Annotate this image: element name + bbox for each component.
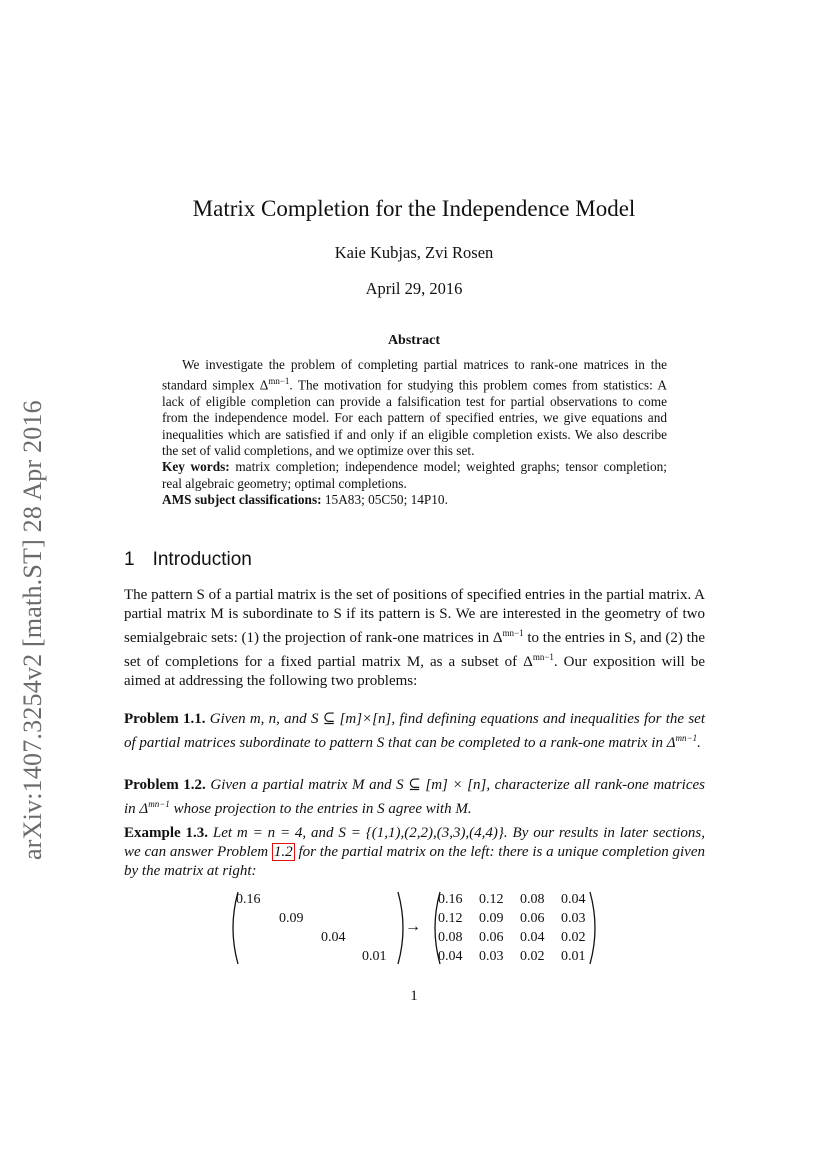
ams-classifications: AMS subject classifications: 15A83; 05C50; 14P10.: [162, 491, 448, 507]
problem-1-1: Problem 1.1. Given m, n, and S ⊆ [m]×[n], find defining equations and inequalities for the set of partial matrices subordinate to pattern S that can be completed to a rank-one matrix in $\Delta^{mn-1}$.: [124, 711, 705, 751]
complete-matrix-entry: 0.09: [479, 911, 504, 926]
complete-matrix-entry: 0.04: [520, 930, 545, 945]
complete-matrix-entry: 0.08: [520, 892, 545, 907]
abstract-heading: Abstract: [387, 333, 441, 348]
complete-matrix-entry: 0.04: [438, 949, 463, 964]
partial-matrix-entry: 0.04: [321, 930, 346, 945]
date: April 29, 2016: [365, 279, 463, 298]
problem-1-2-link[interactable]: 1.2: [273, 844, 293, 860]
partial-matrix-entry: 0.09: [279, 911, 304, 926]
partial-matrix-entry: 0.16: [236, 892, 261, 907]
complete-matrix-entry: 0.08: [438, 930, 463, 945]
complete-matrix-entry: 0.12: [438, 911, 463, 926]
complete-matrix-entry: 0.06: [520, 911, 545, 926]
section-heading: 1 Introduction: [124, 549, 252, 570]
abstract-body: [162, 357, 667, 508]
complete-matrix-entry: 0.04: [561, 892, 586, 907]
paper-title: Matrix Completion for the Independence Model: [192, 196, 636, 221]
complete-matrix-entry: 0.02: [520, 949, 545, 964]
authors: Kaie Kubjas, Zvi Rosen: [334, 243, 494, 262]
complete-matrix-entry: 0.03: [561, 911, 586, 926]
keywords: Key words: matrix completion; independence model; weighted graphs; tensor completion; real algebraic geometry; optimal completions.: [162, 459, 667, 491]
intro-paragraph: The pattern S of a partial matrix is the set of positions of specified entries in the partial matrix. A partial matrix M is subordinate to S if its pattern is S. We are interested in the geometry of two semialgebraic sets: (1) the projection of rank-one matrices in $\Delta^{mn-1}$ to the entries in S, and (2) the set of completions for a fixed partial matrix M, as a subset of $\Delta^{mn-1}$. Our exposition will be aimed at addressing the following two problems:: [124, 587, 705, 689]
complete-matrix-entry: 0.03: [479, 949, 504, 964]
arxiv-stamp: arXiv:1407.3254v2 [math.ST] 28 Apr 2016: [18, 400, 47, 860]
complete-matrix-entry: 0.01: [561, 949, 586, 964]
example-1-3: Example 1.3. Let m = n = 4, and S = {(1,1),(2,2),(3,3),(4,4)}. By our results in later sections, we can answer Problem 1.2 for the partial matrix on the left: there is a unique completion given by the matrix at right:: [124, 825, 705, 879]
complete-matrix-entry: 0.12: [479, 892, 504, 907]
complete-matrix-entry: 0.16: [438, 892, 463, 907]
partial-matrix-entry: 0.01: [362, 949, 387, 964]
complete-matrix-entry: 0.06: [479, 930, 504, 945]
abstract-text: We investigate the problem of completing partial matrices to rank-one matrices in the standard simplex $\Delta^{mn-1}$. The motivation for studying this problem comes from statistics: A lack of eligible completion can provide a falsification test for partial observations to come from the independence model. For each pattern of specified entries, we give equations and inequalities which are satisfied if and only if an eligible completion exists. We also describe the set of valid completions, and we optimize over this set.: [162, 357, 667, 458]
page-number: 1: [410, 988, 418, 1004]
problem-1-2: Problem 1.2. Given a partial matrix M and S ⊆ [m] × [n], characterize all rank-one matrices in $\Delta^{mn-1}$ whose projection to the entries in S agree with M.: [124, 777, 705, 817]
completion-arrow: →: [405, 918, 421, 935]
complete-matrix-entry: 0.02: [561, 930, 586, 945]
